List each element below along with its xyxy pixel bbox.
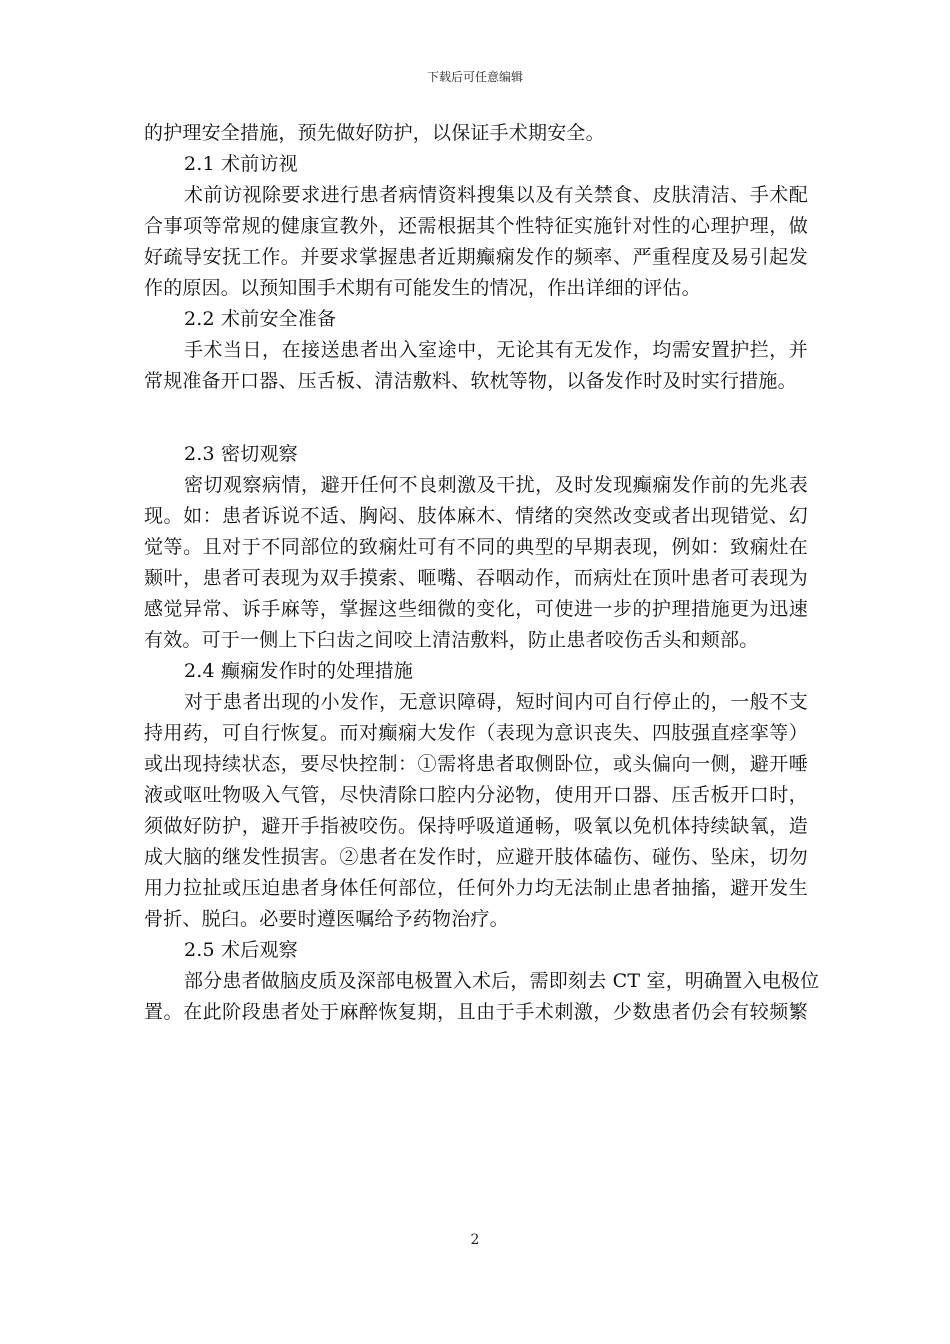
section-heading-2-4: 2.4 癫痫发作时的处理措施 bbox=[184, 660, 414, 682]
paragraph-line: 对于患者出现的小发作，无意识障碍，短时间内可自行停止的，一般不支 bbox=[184, 691, 808, 713]
paragraph-line: 手术当日，在接送患者出入室途中，无论其有无发作，均需安置护拦，并 bbox=[184, 339, 808, 361]
paragraph-line: 或出现持续状态，要尽快控制：①需将患者取侧卧位，或头偏向一侧，避开唾 bbox=[144, 753, 808, 775]
paragraph-line: 术前访视除要求进行患者病情资料搜集以及有关禁食、皮肤清洁、手术配 bbox=[184, 184, 808, 206]
page-number: 2 bbox=[470, 1232, 480, 1248]
paragraph-line: 置。在此阶段患者处于麻醉恢复期，且由于手术刺激，少数患者仍会有较频繁 bbox=[144, 1001, 808, 1023]
blank-line bbox=[144, 401, 808, 443]
paragraph-line: 持用药，可自行恢复。而对癫痫大发作（表现为意识丧失、四肢强直痉挛等） bbox=[144, 722, 808, 744]
paragraph-line: 用力拉扯或压迫患者身体任何部位，任何外力均无法制止患者抽搐，避开发生 bbox=[144, 877, 808, 899]
paragraph-line: 觉等。且对于不同部位的致痫灶可有不同的典型的早期表现，例如：致痫灶在 bbox=[144, 536, 808, 558]
paragraph-line: 有效。可于一侧上下臼齿之间咬上清洁敷料，防止患者咬伤舌头和颊部。 bbox=[144, 629, 759, 651]
paragraph-line: 液或呕吐物吸入气管，尽快清除口腔内分泌物，使用开口器、压舌板开口时， bbox=[144, 784, 808, 806]
paragraph-line: 须做好防护，避开手指被咬伤。保持呼吸道通畅，吸氧以免机体持续缺氧，造 bbox=[144, 815, 808, 837]
section-heading-2-5: 2.5 术后观察 bbox=[184, 939, 298, 961]
section-heading-2-1: 2.1 术前访视 bbox=[184, 153, 298, 175]
paragraph-line: 成大脑的继发性损害。②患者在发作时，应避开肢体磕伤、碰伤、坠床，切勿 bbox=[144, 846, 808, 868]
paragraph-line: 好疏导安抚工作。并要求掌握患者近期癫痫发作的频率、严重程度及易引起发 bbox=[144, 246, 808, 268]
paragraph-line: 骨折、脱臼。必要时遵医嘱给予药物治疗。 bbox=[144, 908, 509, 930]
paragraph-line: 颞叶，患者可表现为双手摸索、咂嘴、吞咽动作，而病灶在顶叶患者可表现为 bbox=[144, 567, 808, 589]
paragraph-line: 部分患者做脑皮质及深部电极置入术后，需即刻去 CT 室，明确置入电极位 bbox=[184, 970, 820, 992]
paragraph-line: 现。如：患者诉说不适、胸闷、肢体麻木、情绪的突然改变或者出现错觉、幻 bbox=[144, 505, 808, 527]
document-body bbox=[144, 122, 820, 1032]
paragraph-line: 密切观察病情，避开任何不良刺激及干扰，及时发现癫痫发作前的先兆表 bbox=[184, 474, 808, 496]
section-heading-2-3: 2.3 密切观察 bbox=[184, 443, 298, 465]
paragraph-line: 合事项等常规的健康宣教外，还需根据其个性特征实施针对性的心理护理，做 bbox=[144, 215, 808, 237]
paragraph-continuation: 的护理安全措施，预先做好防护，以保证手术期安全。 bbox=[144, 122, 605, 144]
paragraph-line: 感觉异常、诉手麻等，掌握这些细微的变化，可使进一步的护理措施更为迅速 bbox=[144, 598, 808, 620]
paragraph-line: 作的原因。以预知围手术期有可能发生的情况，作出详细的评估。 bbox=[144, 277, 701, 299]
section-heading-2-2: 2.2 术前安全准备 bbox=[184, 308, 337, 330]
page-header: 下载后可任意编辑 bbox=[426, 70, 523, 84]
paragraph-line: 常规准备开口器、压舌板、清洁敷料、软枕等物，以备发作时及时实行措施。 bbox=[144, 370, 797, 392]
